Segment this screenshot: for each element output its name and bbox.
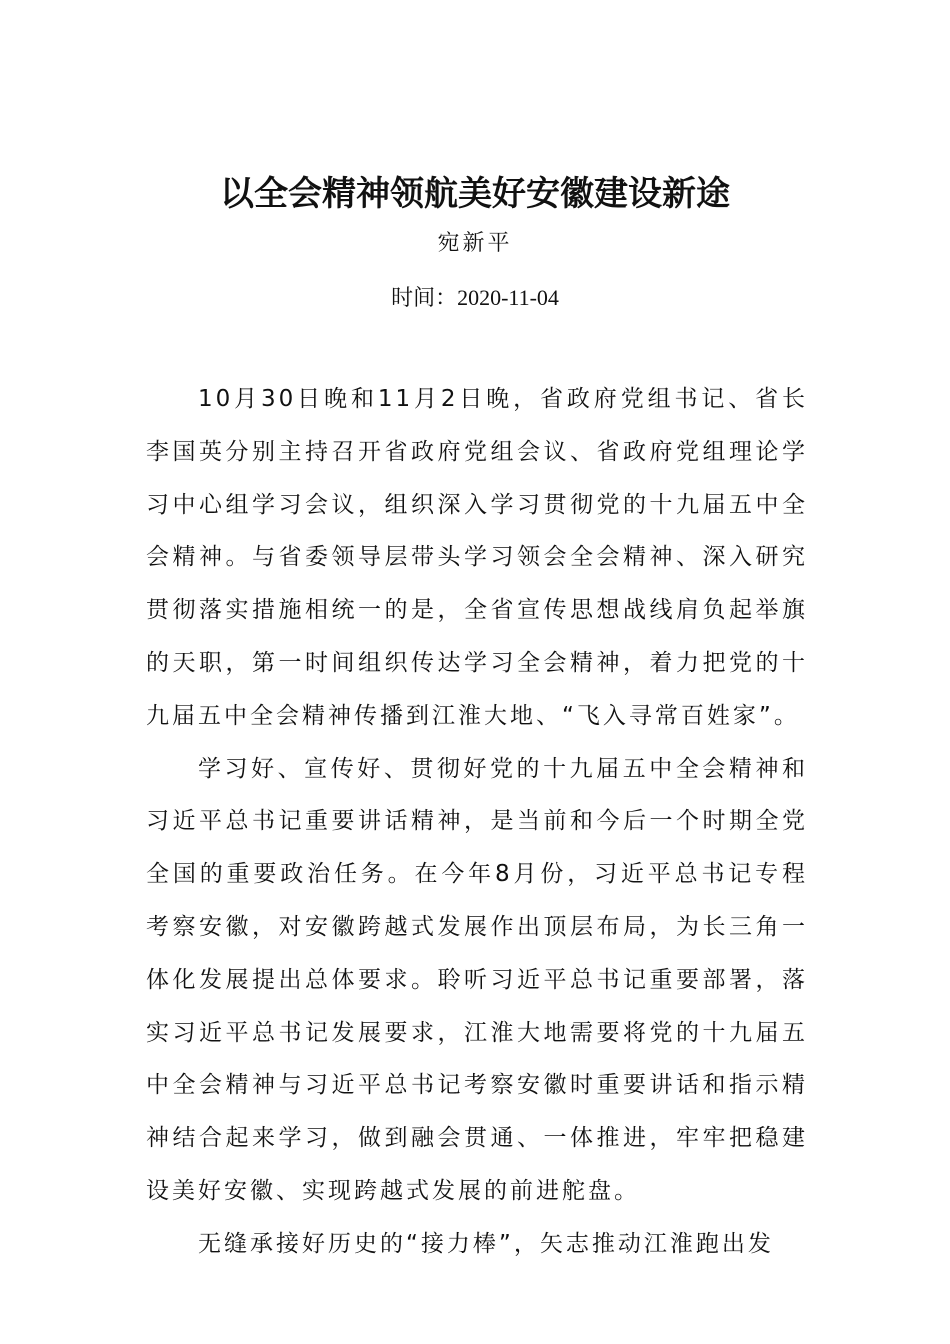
publish-date [0,280,950,317]
author-name: 宛新平 [437,231,513,256]
article-body [146,373,808,1271]
document-title: 以全会精神领航美好安徽建设新途 [220,174,730,214]
date-label: 时间： [391,286,458,311]
paragraph: 10月30日晚和11月2日晚，省政府党组书记、省长李国英分别主持召开省政府党组会议、省政府党组理论学习中心组学习会议，组织深入学习贯彻党的十九届五中全会精神。与省委领导层带头学习领会全会精神、深入研究贯彻落实措施相统一的是，全省宣传思想战线肩负起举旗的天职，第一时间组织传达学习全会精神，着力把党的十九届五中全会精神传播到江淮大地、“飞入寻常百姓家”。 [146,386,808,729]
date-value: 2020-11-04 [457,285,559,310]
paragraph: 无缝承接好历史的“接力棒”，矢志推动江淮跑出发 [198,1230,774,1257]
paragraph: 学习好、宣传好、贯彻好党的十九届五中全会精神和习近平总书记重要讲话精神，是当前和今后一个时期全党全国的重要政治任务。在今年8月份，习近平总书记专程考察安徽，对安徽跨越式发展作出顶层布局，为长三角一体化发展提出总体要求。聆听习近平总书记重要部署，落实习近平总书记发展要求，江淮大地需要将党的十九届五中全会精神与习近平总书记考察安徽时重要讲话和指示精神结合起来学习，做到融会贯通、一体推进，牢牢把稳建设美好安徽、实现跨越式发展的前进舵盘。 [146,755,808,1204]
